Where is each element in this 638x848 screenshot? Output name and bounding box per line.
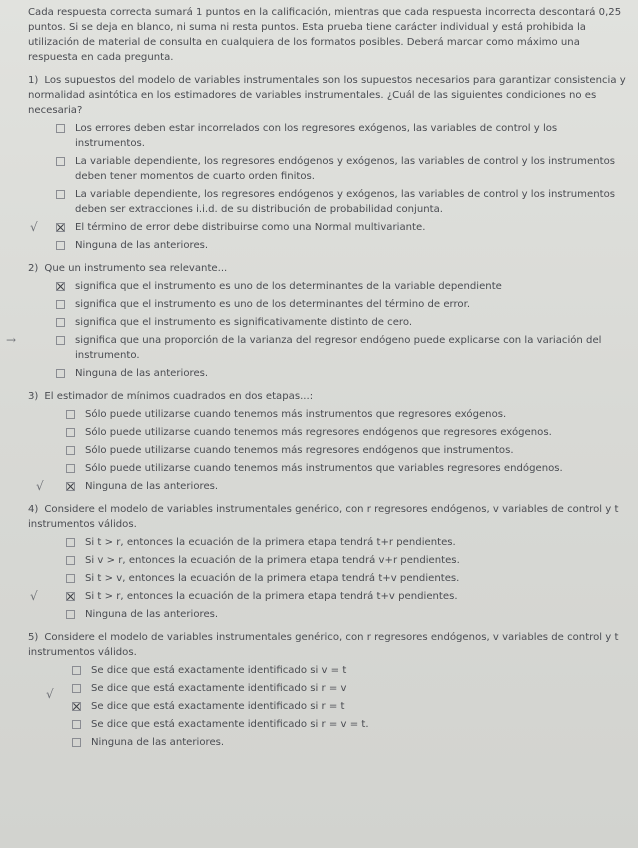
option-label: significa que el instrumento es uno de los determinantes de la variable dependiente (75, 281, 502, 292)
option-label: Sólo puede utilizarse cuando tenemos más regresores endógenos que instrumentos. (85, 445, 514, 456)
checkbox[interactable] (66, 610, 75, 619)
question-text: Los supuestos del modelo de variables instrumentales son los supuestos necesarios para garantizar consistencia y normalidad asintótica en los estimadores de variables instrumentales. ¿Cuál de las siguientes condiciones no es necesaria? (28, 75, 626, 116)
checkbox[interactable] (72, 738, 81, 747)
option-label: Si v > r, entonces la ecuación de la primera etapa tendrá v+r pendientes. (85, 555, 460, 566)
handwritten-check-icon: √ (36, 479, 44, 493)
checkbox[interactable] (56, 241, 65, 250)
option-2c[interactable] (56, 315, 630, 330)
checkbox-checked[interactable] (72, 702, 81, 711)
options-list (28, 121, 630, 253)
checkbox[interactable] (56, 300, 65, 309)
checkbox[interactable] (66, 538, 75, 547)
option-5e[interactable] (72, 735, 630, 750)
checkbox[interactable] (66, 574, 75, 583)
option-5a[interactable] (72, 663, 630, 678)
question-5 (28, 630, 630, 750)
option-3a[interactable] (66, 407, 630, 422)
option-2b[interactable] (56, 297, 630, 312)
checkbox-checked[interactable] (56, 223, 65, 232)
option-2d[interactable] (6, 333, 630, 363)
option-label: Ninguna de las anteriores. (75, 368, 209, 379)
option-3b[interactable] (66, 425, 630, 440)
question-number: 2) (28, 263, 39, 274)
question-4 (28, 502, 630, 622)
option-label: significa que una proporción de la varianza del regresor endógeno puede explicarse con la variación del instrumento. (75, 335, 602, 361)
option-label: significa que el instrumento es significativamente distinto de cero. (75, 317, 413, 328)
option-label: Se dice que está exactamente identificado si r = v (91, 683, 347, 694)
option-3e[interactable] (36, 479, 630, 494)
option-4e[interactable] (66, 607, 630, 622)
question-stem (28, 630, 630, 660)
question-number: 3) (28, 391, 39, 402)
question-number: 5) (28, 632, 39, 643)
question-number: 4) (28, 504, 39, 515)
option-1c[interactable] (56, 187, 630, 217)
option-label: Sólo puede utilizarse cuando tenemos más instrumentos que variables regresores endógenos. (85, 463, 563, 474)
option-3c[interactable] (66, 443, 630, 458)
option-5d[interactable] (72, 717, 630, 732)
option-label: Sólo puede utilizarse cuando tenemos más regresores endógenos que regresores exógenos. (85, 427, 552, 438)
question-stem (28, 261, 630, 276)
checkbox-checked[interactable] (66, 592, 75, 601)
handwritten-check-icon: √ (46, 687, 54, 701)
option-1e[interactable] (56, 238, 630, 253)
option-label: Ninguna de las anteriores. (85, 481, 219, 492)
option-label: Si t > r, entonces la ecuación de la primera etapa tendrá t+v pendientes. (85, 591, 458, 602)
option-3d[interactable] (66, 461, 630, 476)
question-stem (28, 389, 630, 404)
question-text: Que un instrumento sea relevante... (44, 263, 228, 274)
option-1a[interactable] (56, 121, 630, 151)
option-label: Se dice que está exactamente identificado si r = v = t. (91, 719, 369, 730)
question-2 (6, 261, 630, 381)
checkbox[interactable] (56, 318, 65, 327)
checkbox[interactable] (56, 336, 65, 345)
checkbox[interactable] (56, 369, 65, 378)
option-5b[interactable] (46, 681, 630, 701)
option-label: Se dice que está exactamente identificado si v = t (91, 665, 347, 676)
option-label: La variable dependiente, los regresores endógenos y exógenos, las variables de control y los instrumentos deben tener momentos de cuarto orden finitos. (75, 156, 616, 182)
option-label: Ninguna de las anteriores. (75, 240, 209, 251)
exam-instructions: Cada respuesta correcta sumará 1 puntos en la calificación, mientras que cada respuesta incorrecta descontará 0,25 puntos. Si se deja en blanco, ni suma ni resta puntos. Esta prueba tiene carácter individual y está prohibida la utilización de material de consulta en cualquiera de los formatos posibles. Deberá marcar como máximo una respuesta en cada pregunta. (28, 7, 622, 63)
option-1d[interactable] (30, 220, 630, 235)
option-2a[interactable] (56, 279, 630, 294)
question-text: Considere el modelo de variables instrumentales genérico, con r regresores endógenos, v variables de control y t instrumentos válidos. (28, 632, 619, 658)
question-stem (28, 502, 630, 532)
option-5c[interactable] (72, 699, 630, 714)
option-label: El término de error debe distribuirse como una Normal multivariante. (75, 222, 426, 233)
checkbox[interactable] (72, 666, 81, 675)
options-list (28, 407, 630, 494)
checkbox[interactable] (56, 124, 65, 133)
question-text: Considere el modelo de variables instrumentales genérico, con r regresores endógenos, v variables de control y t instrumentos válidos. (28, 504, 619, 530)
option-4c[interactable] (66, 571, 630, 586)
question-1 (28, 73, 630, 253)
option-1b[interactable] (56, 154, 630, 184)
option-label: Si t > v, entonces la ecuación de la primera etapa tendrá t+v pendientes. (85, 573, 460, 584)
question-stem (28, 73, 630, 118)
options-list (28, 535, 630, 622)
checkbox-checked[interactable] (56, 282, 65, 291)
options-list (6, 279, 630, 381)
checkbox[interactable] (56, 190, 65, 199)
handwritten-arrow-icon: → (6, 333, 17, 347)
option-4d[interactable] (30, 589, 630, 604)
checkbox[interactable] (72, 684, 81, 693)
checkbox[interactable] (66, 410, 75, 419)
handwritten-check-icon: √ (30, 220, 38, 234)
option-label: Sólo puede utilizarse cuando tenemos más instrumentos que regresores exógenos. (85, 409, 507, 420)
checkbox-checked[interactable] (66, 482, 75, 491)
option-4a[interactable] (66, 535, 630, 550)
question-text: El estimador de mínimos cuadrados en dos etapas...: (44, 391, 314, 402)
question-number: 1) (28, 75, 39, 86)
handwritten-check-icon: √ (30, 589, 38, 603)
checkbox[interactable] (56, 157, 65, 166)
option-label: Si t > r, entonces la ecuación de la primera etapa tendrá t+r pendientes. (85, 537, 456, 548)
checkbox[interactable] (66, 428, 75, 437)
option-2e[interactable] (56, 366, 630, 381)
options-list (28, 663, 630, 750)
option-label: Ninguna de las anteriores. (91, 737, 225, 748)
option-label: Los errores deben estar incorrelados con los regresores exógenos, las variables de control y los instrumentos. (75, 123, 558, 149)
option-label: La variable dependiente, los regresores endógenos y exógenos, las variables de control y los instrumentos deben ser extracciones i.i.d. de su distribución de probabilidad conjunta. (75, 189, 616, 215)
checkbox[interactable] (72, 720, 81, 729)
question-3 (28, 389, 630, 494)
checkbox[interactable] (66, 464, 75, 473)
option-label: significa que el instrumento es uno de los determinantes del término de error. (75, 299, 471, 310)
checkbox[interactable] (66, 446, 75, 455)
option-4b[interactable] (66, 553, 630, 568)
option-label: Ninguna de las anteriores. (85, 609, 219, 620)
checkbox[interactable] (66, 556, 75, 565)
option-label: Se dice que está exactamente identificado si r = t (91, 701, 345, 712)
